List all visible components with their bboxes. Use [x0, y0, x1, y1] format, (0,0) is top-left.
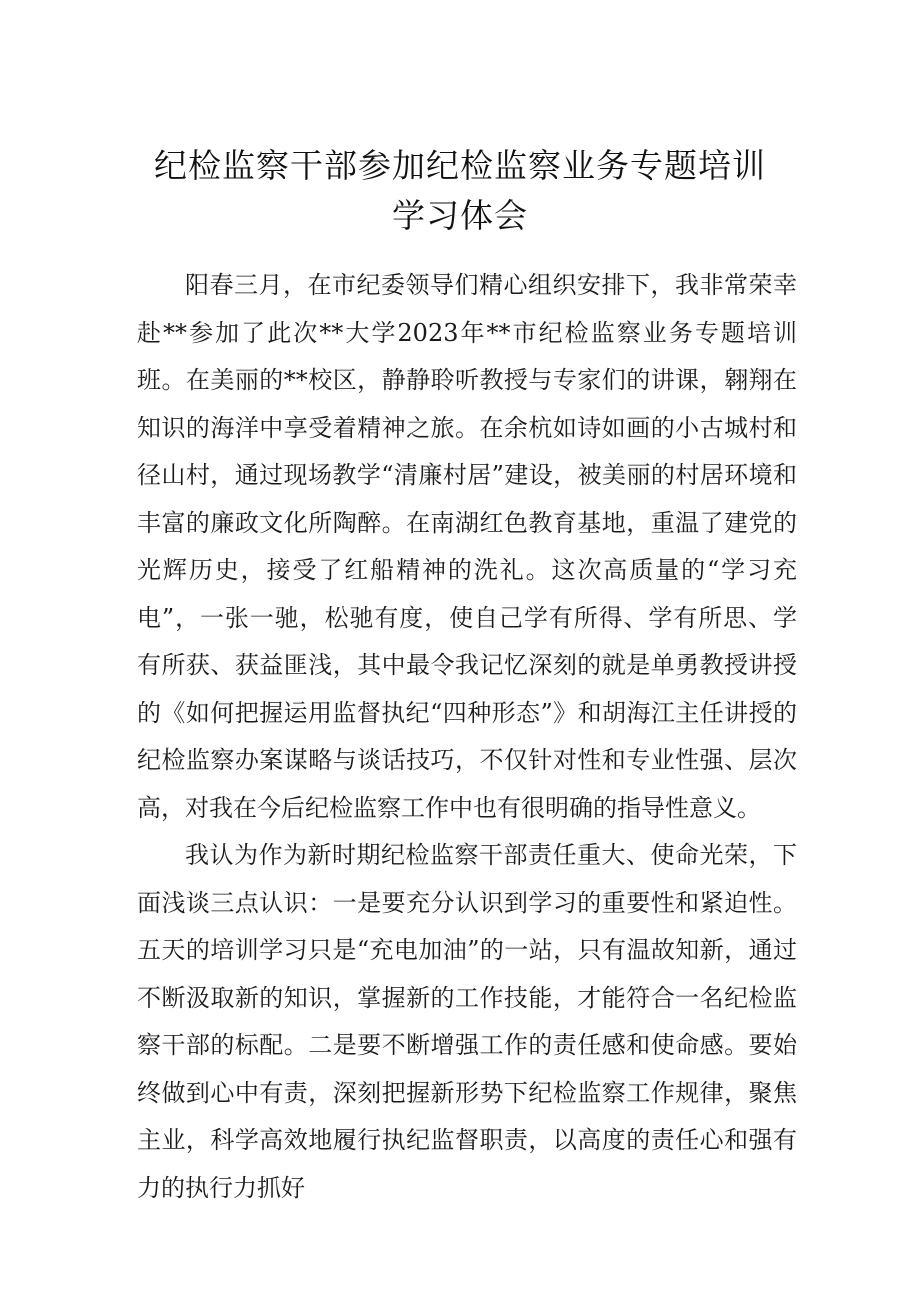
document-title-line2: 学习体会: [392, 196, 528, 235]
body-paragraph-2: 我认为作为新时期纪检监察干部责任重大、使命光荣，下面浅谈三点认识：一是要充分认识到学习的重要性和紧迫性。五天的培训学习只是“充电加油”的一站，只有温故知新，通过不断汲取新的知识，掌握新的工作技能，才能符合一名纪检监察干部的标配。二是要不断增强工作的责任感和使命感。要始终做到心中有责，深刻把握新形势下纪检监察工作规律，聚焦主业，科学高效地履行执纪监督职责，以高度的责任心和强有力的执行力抓好: [137, 841, 797, 1202]
body-paragraph-1: 阳春三月，在市纪委领导们精心组织安排下，我非常荣幸赴**参加了此次**大学2023年**市纪检监察业务专题培训班。在美丽的**校区，静静聆听教授与专家们的讲课，翱翔在知识的海洋中享受着精神之旅。在余杭如诗如画的小古城村和径山村，通过现场教学“清廉村居”建设，被美丽的村居环境和丰富的廉政文化所陶醉。在南湖红色教育基地，重温了建党的光辉历史，接受了红船精神的洗礼。这次高质量的“学习充电”，一张一驰，松驰有度，使自己学有所得、学有所思、学有所获、获益匪浅，其中最令我记忆深刻的就是单勇教授讲授的《如何把握运用监督执纪“四种形态”》和胡海江主任讲授的纪检监察办案谋略与谈话技巧，不仅针对性和专业性强、层次高，对我在今后纪检监察工作中也有很明确的指导性意义。: [137, 271, 797, 822]
document-title-line1: 纪检监察干部参加纪检监察业务专题培训: [154, 146, 766, 185]
